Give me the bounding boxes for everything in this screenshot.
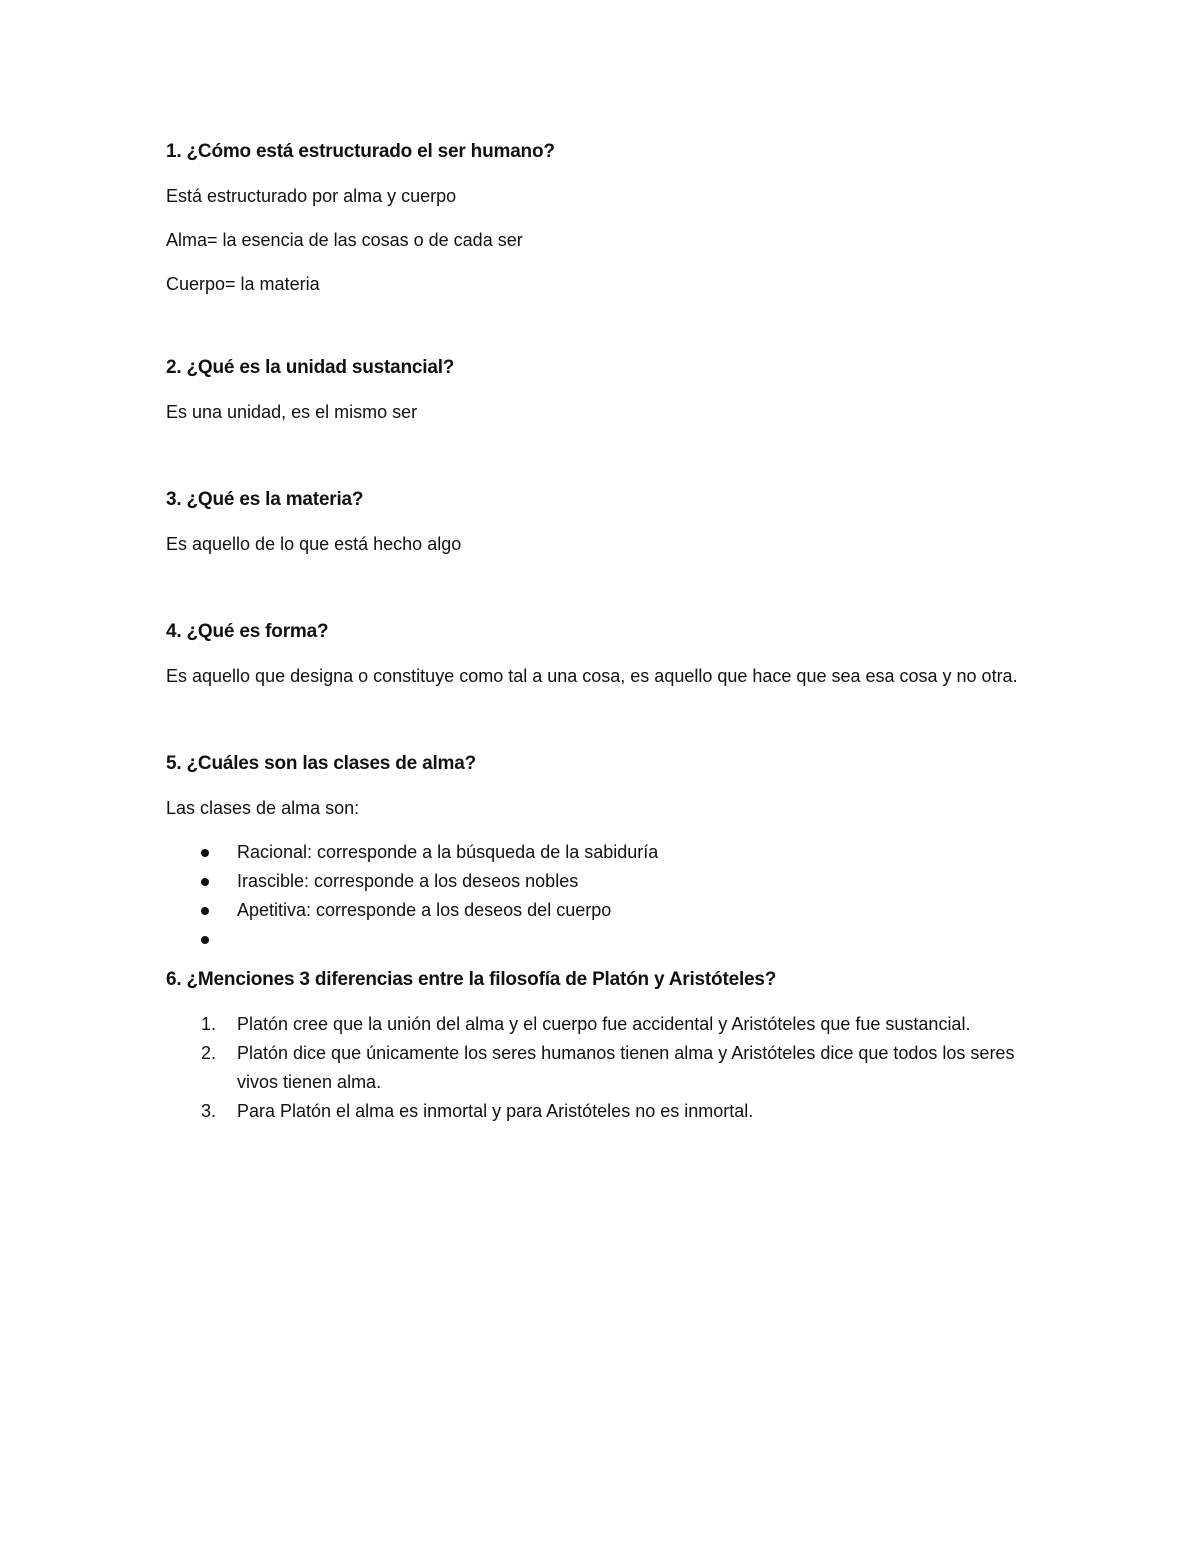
document-page xyxy=(166,138,1026,1126)
list-item xyxy=(166,925,1026,954)
bullet-icon xyxy=(201,878,209,886)
list-item-text: Apetitiva: corresponde a los deseos del cuerpo xyxy=(237,900,612,920)
question-2: 2. ¿Qué es la unidad sustancial? xyxy=(166,357,455,378)
spacer xyxy=(166,314,1026,354)
answer-3-line-1: Es aquello de lo que está hecho algo xyxy=(166,534,462,554)
spacer xyxy=(166,706,1026,750)
list-item-text: Racional: corresponde a la búsqueda de la sabiduría xyxy=(237,842,659,862)
list-item-text: Platón cree que la unión del alma y el cuerpo fue accidental y Aristóteles que fue sustancial. xyxy=(237,1014,971,1034)
answer-4-line-1: Es aquello que designa o constituye como tal a una cosa, es aquello que hace que sea esa cosa y no otra. xyxy=(166,666,1018,686)
spacer xyxy=(166,442,1026,486)
bullet-icon xyxy=(201,907,209,915)
list-item xyxy=(166,838,1026,867)
list-item xyxy=(166,896,1026,925)
section-5 xyxy=(166,750,1026,954)
spacer xyxy=(166,574,1026,618)
question-3: 3. ¿Qué es la materia? xyxy=(166,489,364,510)
soul-classes-list xyxy=(166,838,1026,954)
list-item xyxy=(166,1039,1026,1097)
bullet-icon xyxy=(201,936,209,944)
section-1 xyxy=(166,138,1026,298)
section-2 xyxy=(166,354,1026,426)
question-4: 4. ¿Qué es forma? xyxy=(166,621,329,642)
section-4 xyxy=(166,618,1026,690)
question-1: 1. ¿Cómo está estructurado el ser humano? xyxy=(166,141,555,162)
answer-5-line-1: Las clases de alma son: xyxy=(166,798,360,818)
list-item-text: Irascible: corresponde a los deseos nobles xyxy=(237,871,579,891)
list-item xyxy=(166,867,1026,896)
answer-1-line-2: Alma= la esencia de las cosas o de cada ser xyxy=(166,230,523,250)
question-6: 6. ¿Menciones 3 diferencias entre la filosofía de Platón y Aristóteles? xyxy=(166,969,777,990)
list-number: 1. xyxy=(201,1014,217,1034)
section-3 xyxy=(166,486,1026,558)
list-number: 2. xyxy=(201,1043,217,1063)
answer-1-line-3: Cuerpo= la materia xyxy=(166,274,320,294)
question-5: 5. ¿Cuáles son las clases de alma? xyxy=(166,753,477,774)
answer-1-line-1: Está estructurado por alma y cuerpo xyxy=(166,186,457,206)
list-item-text: Platón dice que únicamente los seres humanos tienen alma y Aristóteles dice que todos los seres vivos tienen alma. xyxy=(237,1043,1015,1092)
list-number: 3. xyxy=(201,1101,217,1121)
list-item-text: Para Platón el alma es inmortal y para Aristóteles no es inmortal. xyxy=(237,1101,754,1121)
list-item xyxy=(166,1010,1026,1039)
section-6 xyxy=(166,966,1026,1126)
list-item xyxy=(166,1097,1026,1126)
bullet-icon xyxy=(201,849,209,857)
answer-2-line-1: Es una unidad, es el mismo ser xyxy=(166,402,418,422)
differences-list xyxy=(166,1010,1026,1126)
